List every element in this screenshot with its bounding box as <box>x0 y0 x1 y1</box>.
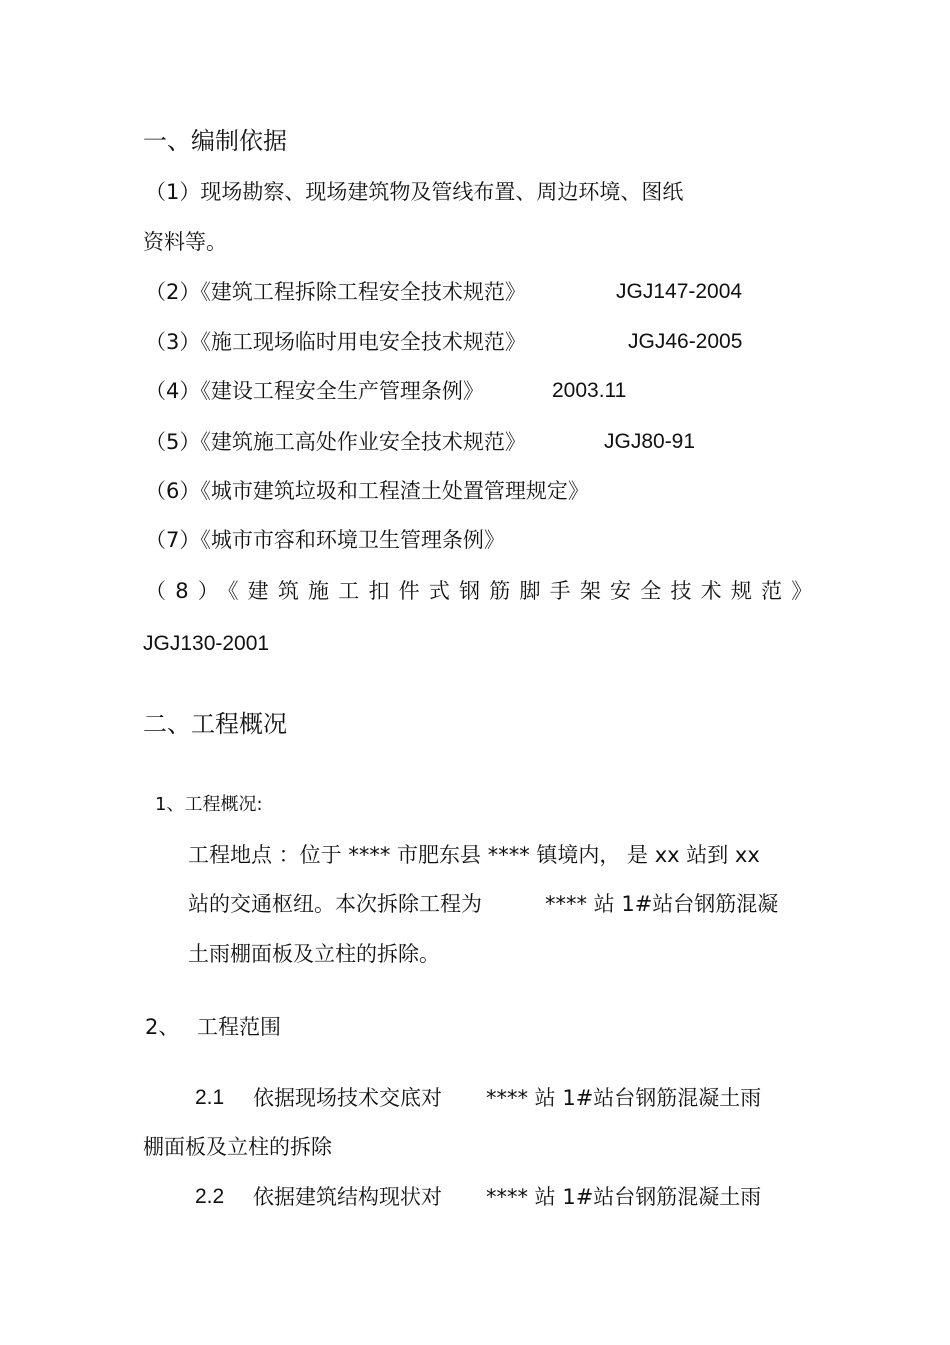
basis-item-8-title: （8）《建筑施工扣件式钢筋脚手架安全技术规范》 <box>145 579 822 603</box>
overview-para-line-2a: 站的交通枢纽。本次拆除工程为 <box>188 892 482 916</box>
scope-item-1-text-b: **** 站 1#站台钢筋混凝土雨 <box>486 1086 762 1110</box>
overview-para-line-3: 土雨棚面板及立柱的拆除。 <box>188 942 440 966</box>
basis-item-2-title: （2）《建筑工程拆除工程安全技术规范》 <box>145 280 526 304</box>
basis-item-7-title: （7）《城市市容和环境卫生管理条例》 <box>145 528 505 552</box>
basis-item-5-code: JGJ80-91 <box>604 430 696 453</box>
scope-item-2-text-a: 依据建筑结构现状对 <box>253 1185 442 1209</box>
scope-title: 工程范围 <box>197 1015 281 1039</box>
basis-item-6-title: （6）《城市建筑垃圾和工程渣土处置管理规定》 <box>145 479 589 503</box>
basis-item-3-code: JGJ46-2005 <box>628 330 743 353</box>
scope-item-2-text-b: **** 站 1#站台钢筋混凝土雨 <box>486 1185 762 1209</box>
basis-item-1-line-2: 资料等。 <box>143 230 227 254</box>
basis-item-2-code: JGJ147-2004 <box>616 280 743 303</box>
scope-item-2-number: 2.2 <box>195 1185 225 1208</box>
basis-item-4-title: （4）《建设工程安全生产管理条例》 <box>145 379 484 403</box>
scope-item-1-line-2: 棚面板及立柱的拆除 <box>143 1135 332 1159</box>
overview-para-line-1: 工程地点 ：位于 **** 市肥东县 **** 镇境内， 是 xx 站到 xx <box>188 843 760 867</box>
basis-item-4-code: 2003.11 <box>552 379 627 402</box>
section-1-heading: 一、编制依据 <box>143 127 287 155</box>
scope-item-1-text-a: 依据现场技术交底对 <box>253 1086 442 1110</box>
scope-item-1-number: 2.1 <box>195 1086 225 1109</box>
section-2-heading: 二、工程概况 <box>143 710 287 738</box>
basis-item-8-code: JGJ130-2001 <box>143 632 270 655</box>
scope-number: 2、 <box>145 1015 180 1039</box>
basis-item-3-title: （3）《施工现场临时用电安全技术规范》 <box>145 330 526 354</box>
overview-subtitle: 1、工程概况: <box>155 794 263 815</box>
overview-para-line-2b: **** 站 1#站台钢筋混凝 <box>545 892 779 916</box>
basis-item-1-line-1: （1）现场勘察、现场建筑物及管线布置、周边环境、图纸 <box>145 180 684 204</box>
basis-item-5-title: （5）《建筑施工高处作业安全技术规范》 <box>145 430 526 454</box>
